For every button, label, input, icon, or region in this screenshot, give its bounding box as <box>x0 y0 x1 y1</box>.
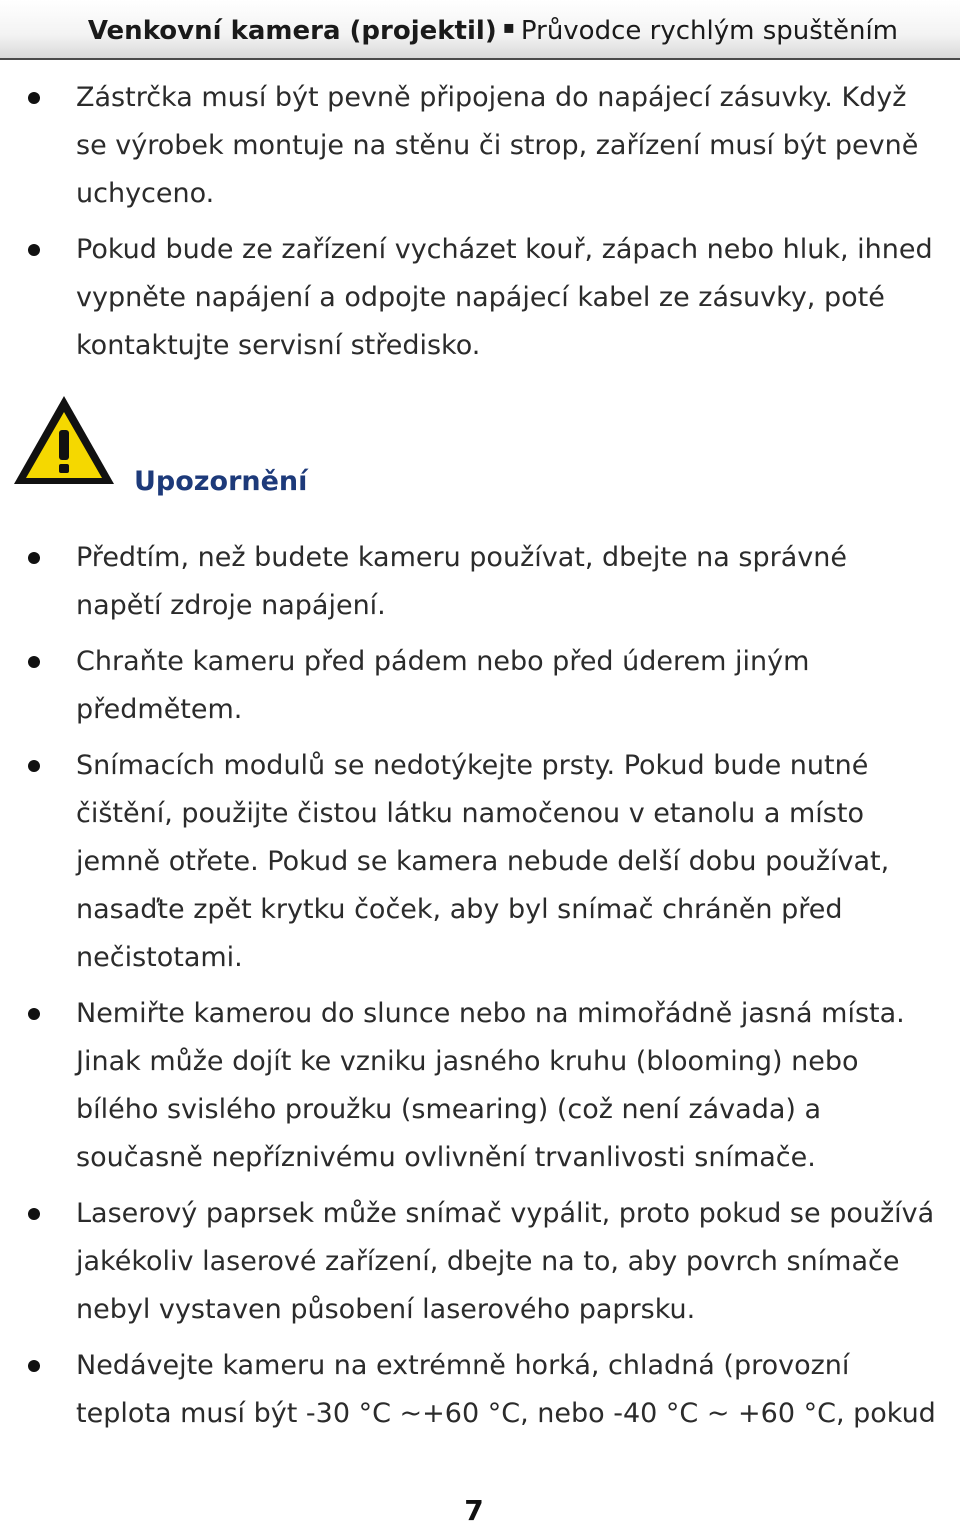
list-item-text: Předtím, než budete kameru používat, dbejte na správné napětí zdroje napájení. <box>76 542 847 621</box>
bullet-dot-icon <box>28 656 40 668</box>
list-item <box>0 74 960 218</box>
list-item-text: Nemiřte kamerou do slunce nebo na mimořádně jasná místa. Jinak může dojít ke vzniku jasného kruhu (blooming) nebo bílého svislého proužku (smearing) (což není závada) a současně nepříznivému ovlivnění trvanlivosti snímače. <box>76 998 905 1173</box>
list-item <box>0 1342 960 1438</box>
caution-bullet-list <box>0 534 960 1446</box>
warning-triangle-icon <box>10 392 118 490</box>
list-item <box>0 990 960 1182</box>
page-number: 7 <box>464 1494 484 1527</box>
list-item-text: Snímacích modulů se nedotýkejte prsty. Pokud bude nutné čištění, použijte čistou látku namočenou v etanolu a místo jemně otřete. Pokud se kamera nebude delší dobu používat, nasaďte zpět krytku čoček, aby byl snímač chráněn před nečistotami. <box>76 750 890 973</box>
bullet-dot-icon <box>28 1208 40 1220</box>
bullet-dot-icon <box>28 92 40 104</box>
bullet-dot-icon <box>28 1360 40 1372</box>
list-item-text: Laserový paprsek může snímač vypálit, proto pokud se používá jakékoliv laserové zařízení, dbejte na to, aby povrch snímače nebyl vystaven působení laserového paprsku. <box>76 1198 935 1325</box>
document-title: Venkovní kamera (projektil) <box>87 16 497 46</box>
list-item <box>0 638 960 734</box>
list-item <box>0 226 960 370</box>
bullet-dot-icon <box>28 760 40 772</box>
bullet-dot-icon <box>28 552 40 564</box>
document-subtitle: Průvodce rychlým spuštěním <box>520 16 898 46</box>
caution-heading: Upozornění <box>134 466 308 497</box>
list-item <box>0 742 960 982</box>
list-item-text: Chraňte kameru před pádem nebo před úderem jiným předmětem. <box>76 646 810 725</box>
bullet-dot-icon <box>28 1008 40 1020</box>
list-item-text: Pokud bude ze zařízení vycházet kouř, zápach nebo hluk, ihned vypněte napájení a odpojte napájecí kabel ze zásuvky, poté kontaktujte servisní středisko. <box>76 234 933 361</box>
list-item <box>0 1190 960 1334</box>
safety-bullet-list <box>0 74 960 378</box>
list-item-text: Zástrčka musí být pevně připojena do napájecí zásuvky. Když se výrobek montuje na stěnu či strop, zařízení musí být pevně uchyceno. <box>76 82 919 209</box>
list-item <box>0 534 960 630</box>
list-item-text: Nedávejte kameru na extrémně horká, chladná (provozní teplota musí být -30 °C ~+60 °C, nebo -40 °C ~ +60 °C, pokud <box>76 1350 936 1429</box>
page-header <box>0 0 960 60</box>
header-title <box>88 14 898 51</box>
header-separator: ▪ <box>502 17 515 38</box>
bullet-dot-icon <box>28 244 40 256</box>
